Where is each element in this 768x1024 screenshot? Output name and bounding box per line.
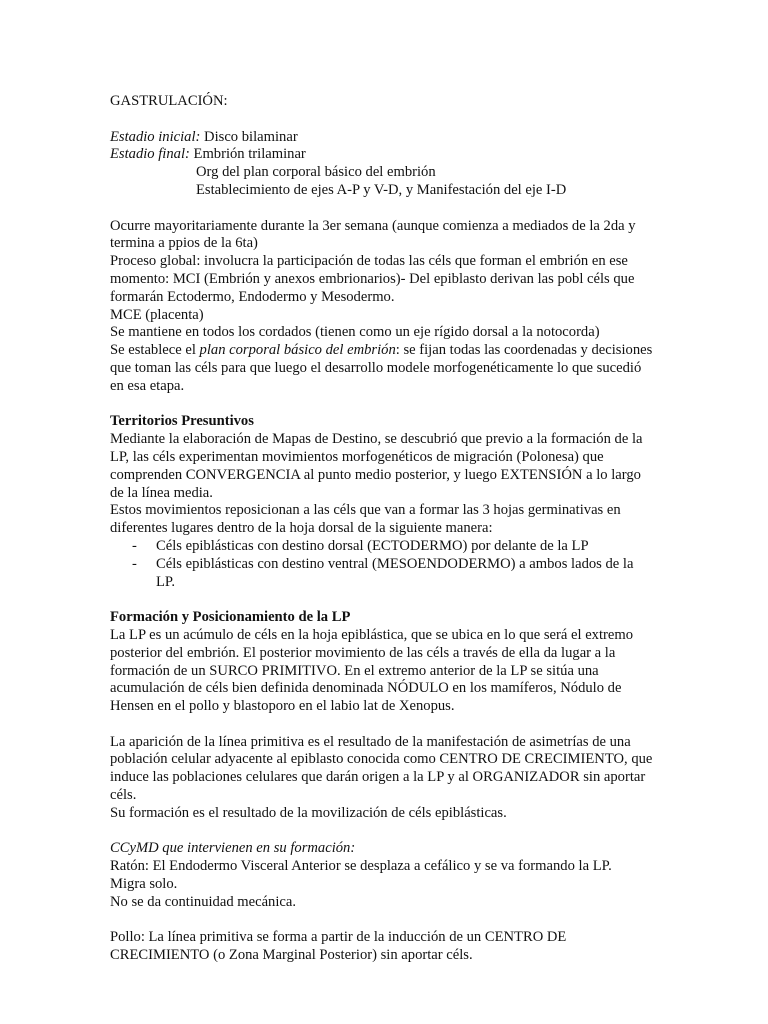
stage-final-label: Estadio final: [110,146,190,163]
section-paragraph: Ratón: El Endodermo Visceral Anterior se desplaza a cefálico y se va formando la LP. [110,858,612,875]
intro-paragraph: Se mantiene en todos los cordados (tienen como un eje rígido dorsal a la notocorda) [110,324,600,341]
subsection-heading: CCyMD que intervienen en su formación: [110,840,356,857]
intro-paragraph: Se establece el plan corporal básico del embrión: se fijan todas las coordenadas y decisiones que toman las céls para que luego el desarrollo modele morfogenéticamente lo que sucedió en esa etapa. [110,342,653,394]
stage-initial [110,129,655,147]
list-item: - Céls epiblásticas con destino ventral (MESOENDODERMO) a ambos lados de la LP. [132,555,634,590]
intro-paragraph: Proceso global: involucra la participación de todas las céls que forman el embrión en ese momento: MCI (Embrión y anexos embrionarios)- Del epiblasto derivan las pobl céls que formarán Ectodermo, Endodermo y Mesodermo. [110,253,635,305]
section-paragraph: Su formación es el resultado de la movilización de céls epiblásticas. [110,804,507,821]
section-paragraph: Migra solo. [110,876,178,893]
section-paragraph: La aparición de la línea primitiva es el resultado de la manifestación de asimetrías de una población celular adyacente al epiblasto conocida como CENTRO DE CRECIMIENTO, que induce las poblaciones celulares que darán origen a la LP y al ORGANIZADOR sin aportar céls. [110,733,653,804]
intro-paragraph: MCE (placenta) [110,306,204,323]
section-heading: Formación y Posicionamiento de la LP [110,609,351,626]
section-paragraph: Estos movimientos reposicionan a las céls que van a formar las 3 hojas germinativas en diferentes lugares dentro de la hoja dorsal de la siguiente manera: [110,502,621,537]
section-heading: Territorios Presuntivos [110,413,254,430]
section-paragraph: Mediante la elaboración de Mapas de Destino, se descubrió que previo a la formación de la LP, las céls experimentan movimientos morfogenéticos de migración (Polonesa) que comprenden CONVERGENCIA al punto medio posterior, y luego EXTENSIÓN a lo largo de la línea media. [110,431,643,501]
dash-list [110,538,655,591]
section-paragraph: La LP es un acúmulo de céls en la hoja epiblástica, que se ubica en lo que será el extremo posterior del embrión. El posterior movimiento de las céls a través de ella da lugar a la formación de un SURCO PRIMITIVO. En el extremo anterior de la LP se sitúa una acumulación de céls bien definida denominada NÓDULO en los mamíferos, Nódulo de Hensen en el pollo y blastoporo en el labio lat de Xenopus. [110,626,634,715]
stage-final-item: Establecimiento de ejes A-P y V-D, y Manifestación del eje I-D [196,181,567,198]
stage-initial-value: Disco bilaminar [200,128,298,145]
stage-initial-label: Estadio inicial: [110,128,201,145]
dash-bullet: - [132,537,137,554]
dash-bullet: - [132,555,137,572]
stage-final-value: Embrión trilaminar [189,146,306,163]
stage-final [110,146,655,164]
intro-paragraph: Ocurre mayoritariamente durante la 3er semana (aunque comienza a mediados de la 2da y termina a ppios de la 6ta) [110,217,636,252]
list-item: - Céls epiblásticas con destino dorsal (ECTODERMO) por delante de la LP [132,537,589,554]
document-title: GASTRULACIÓN: [110,93,228,109]
section-paragraph: No se da continuidad mecánica. [110,893,296,910]
emphasis-text: plan corporal básico del embrión [199,342,396,359]
section-paragraph: Pollo: La línea primitiva se forma a partir de la inducción de un CENTRO DE CRECIMIENTO (o Zona Marginal Posterior) sin aportar céls. [110,929,567,964]
document-body [110,93,655,965]
stage-final-item: Org del plan corporal básico del embrión [196,164,436,181]
